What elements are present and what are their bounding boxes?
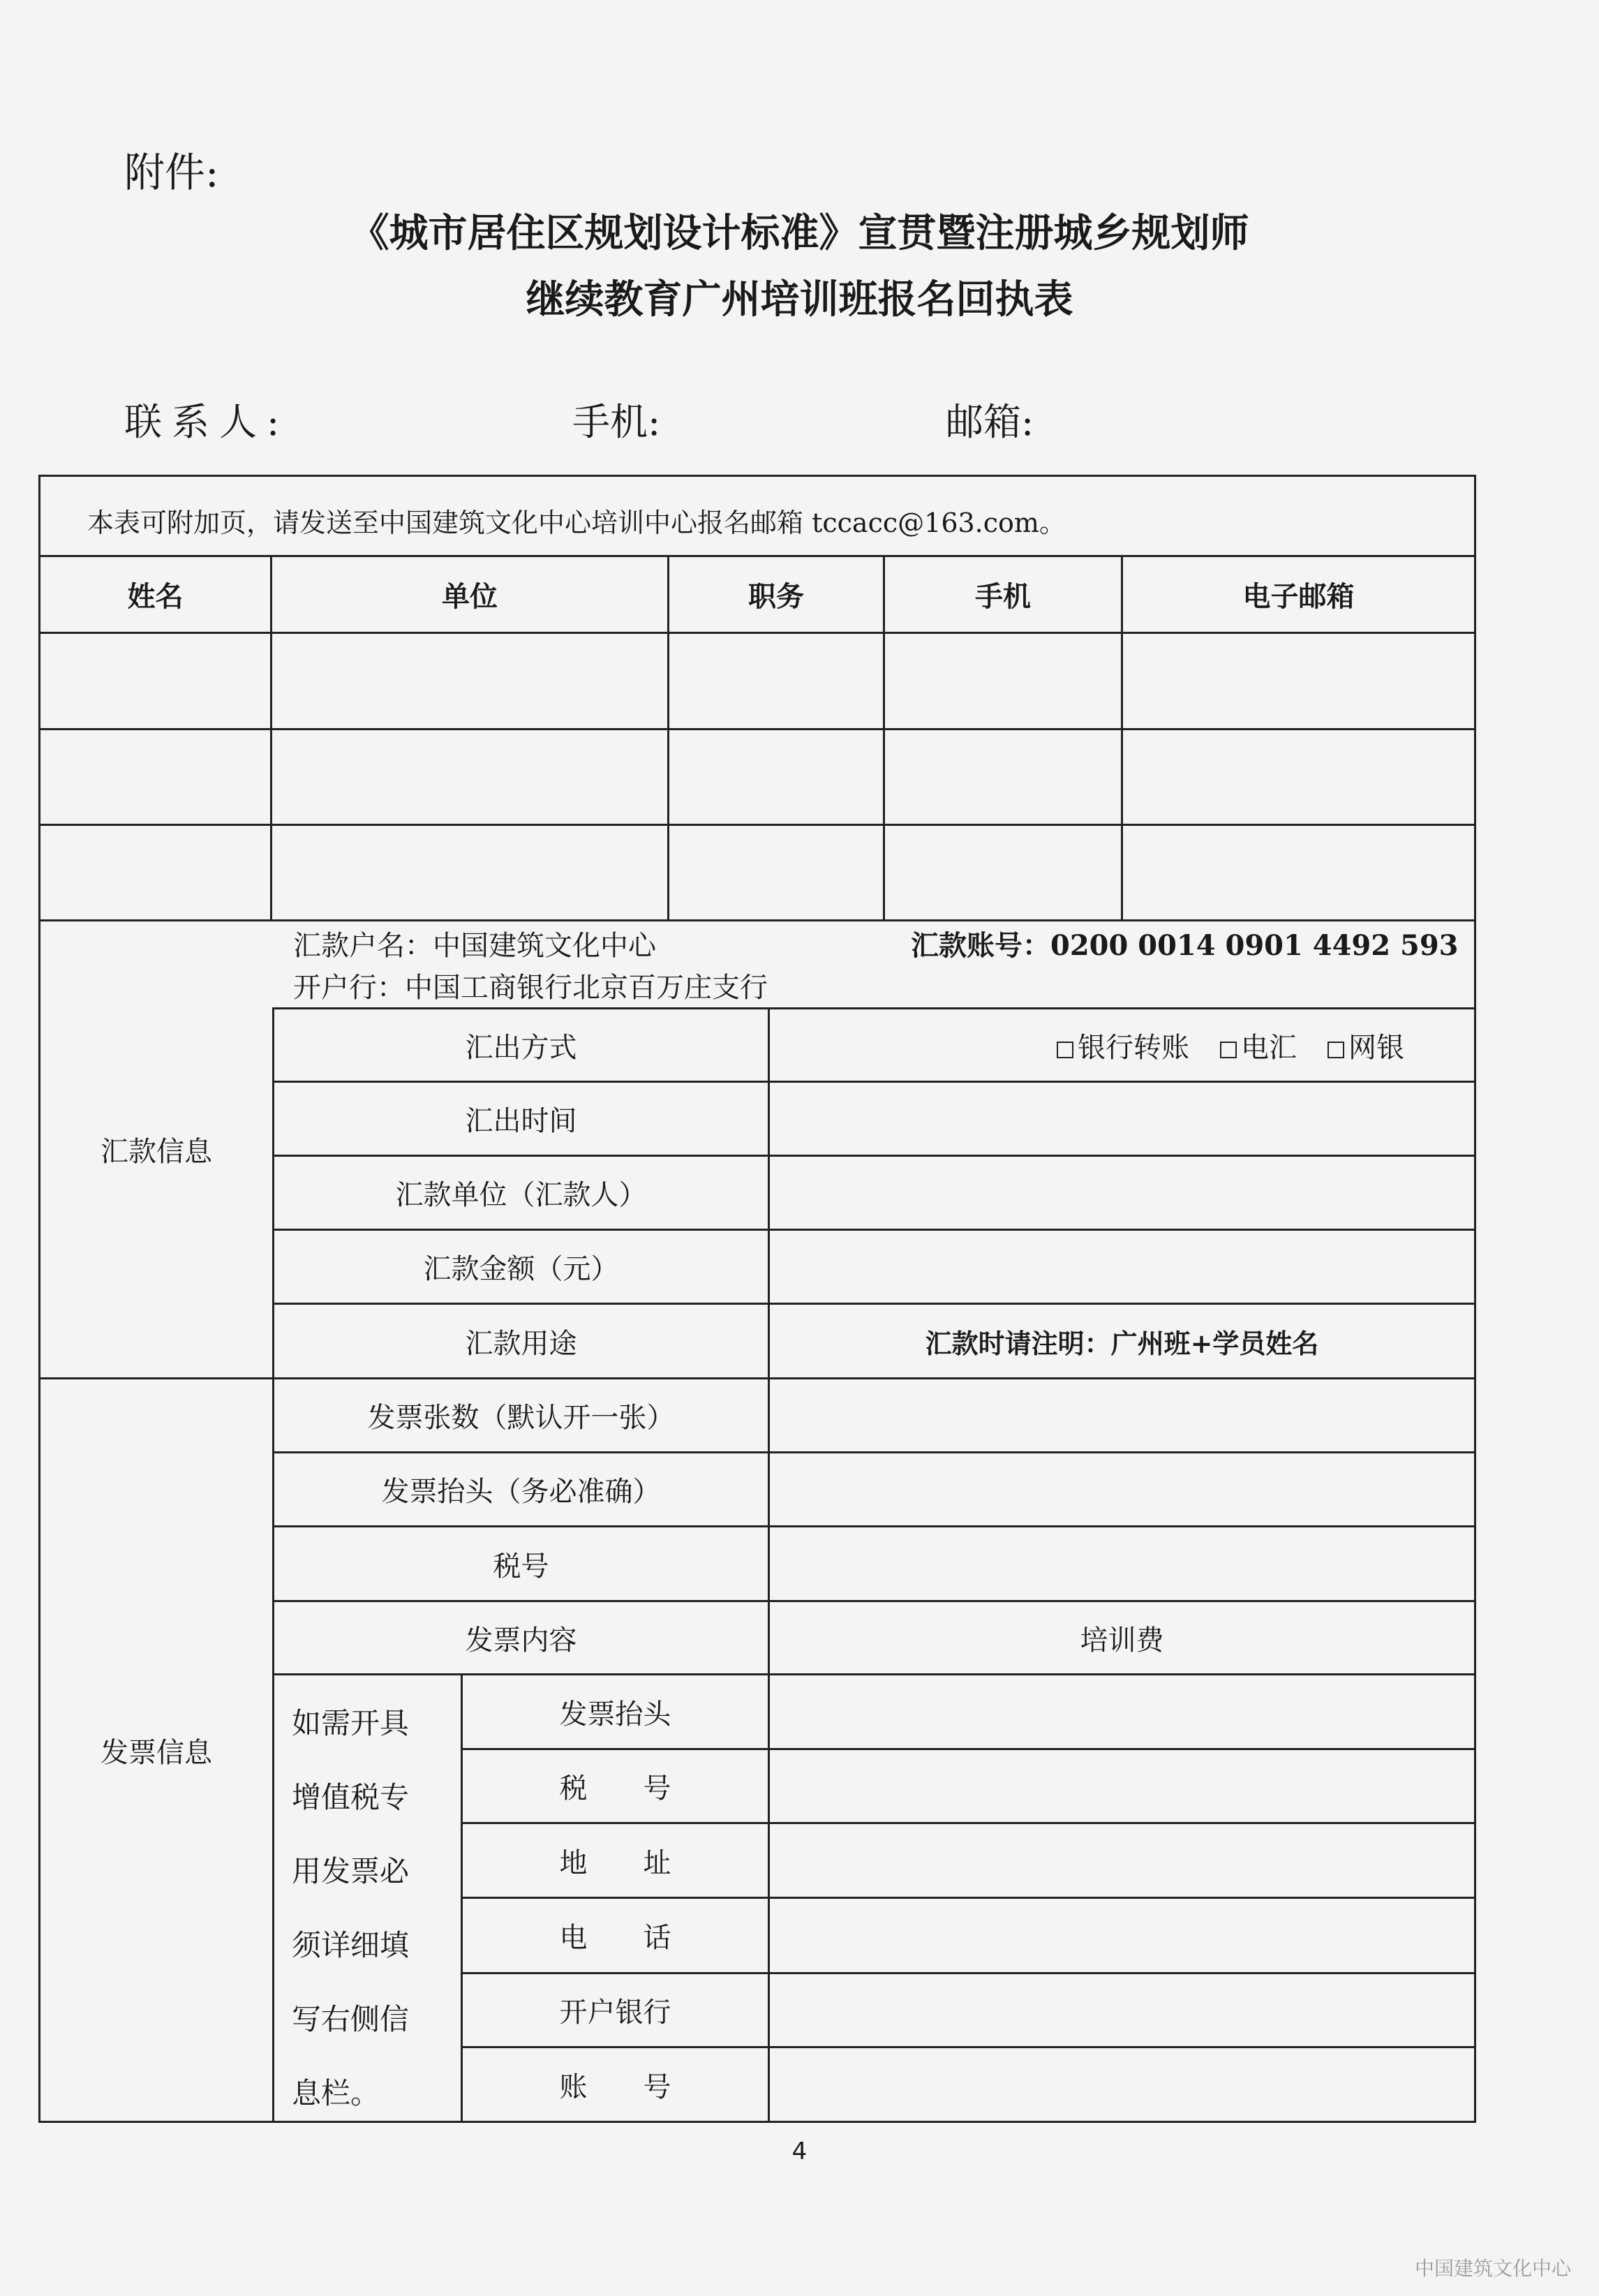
invoice-count-label: 发票张数（默认开一张） [367,1402,675,1434]
col-header-unit: 单位 [442,580,498,613]
option-transfer[interactable] [1057,1025,1189,1065]
col-header-position: 职务 [748,580,804,613]
border-top [38,475,1476,477]
row-line [272,1673,1476,1675]
option-wire[interactable] [1220,1025,1297,1065]
vat-note-line: 如需开具 [292,1706,410,1740]
payee-text: 汇款户名：中国建筑文化中心 [293,929,656,962]
page-number: 4 [791,2138,808,2165]
purpose-note: 汇款时请注明：广州班+学员姓名 [925,1327,1319,1359]
option-online[interactable] [1327,1025,1404,1065]
entry-name-3[interactable] [40,826,270,919]
notice-text: 本表可附加页，请发送至中国建筑文化中心培训中心报名邮箱 tccacc@163.com。 [87,507,1066,538]
method-label: 汇出方式 [465,1031,577,1064]
bank-text: 开户行：中国工商银行北京百万庄支行 [293,971,768,1004]
method-options [770,1009,1474,1081]
vat-field-tax: 税 号 [559,1772,671,1805]
entry-name-2[interactable] [40,730,270,824]
col-line [768,1007,770,2123]
invoice-content-value: 培训费 [1080,1624,1164,1657]
vat-note [292,1687,409,2131]
checkbox-icon[interactable] [1220,1042,1237,1058]
page-title-line1: 《城市居住区规划设计标准》宣贯暨注册城乡规划师 [350,210,1249,256]
invoice-tax-label: 税号 [493,1550,549,1583]
option-label: 银行转账 [1078,1031,1189,1064]
vat-field-account: 账 号 [559,2071,671,2103]
invoice-section-label: 发票信息 [101,1736,212,1769]
col-header-email: 电子邮箱 [1242,580,1355,613]
vat-field-address: 地 址 [559,1846,671,1879]
contact-email-label: 邮箱: [946,400,1034,444]
contact-phone-label: 手机: [572,400,661,444]
page-title-line2: 继续教育广州培训班报名回执表 [526,276,1073,323]
vat-note-line: 写右侧信 [292,2002,410,2036]
vat-note-line: 须详细填 [292,1928,410,1962]
col-header-phone: 手机 [975,580,1031,613]
vat-field-phone: 电 话 [559,1922,671,1954]
vat-note-line: 息栏。 [292,2076,380,2110]
attachment-label: 附件: [124,149,219,196]
remitter-label: 汇款单位（汇款人） [395,1179,647,1211]
checkbox-icon[interactable] [1057,1042,1073,1058]
checkbox-icon[interactable] [1327,1042,1344,1058]
remittance-section-label: 汇款信息 [101,1136,212,1168]
account-text: 汇款账号：0200 0014 0901 4492 593 [911,928,1459,962]
purpose-label: 汇款用途 [465,1327,577,1360]
vat-note-line: 增值税专 [292,1780,410,1814]
border-right [1474,475,1476,2123]
contact-person-label: 联系人: [124,400,290,444]
option-label: 网银 [1348,1031,1404,1064]
invoice-content-label: 发票内容 [465,1624,577,1657]
col-header-name: 姓名 [127,580,184,613]
amount-label: 汇款金额（元） [423,1253,619,1285]
entry-name-1[interactable] [40,634,270,728]
vat-field-header: 发票抬头 [559,1698,671,1731]
border-bottom [38,2121,1476,2123]
watermark: 中国建筑文化中心 [1414,2257,1571,2280]
vat-note-line: 用发票必 [292,1854,410,1888]
invoice-header-label: 发票抬头（务必准确） [381,1476,661,1508]
vat-field-bank: 开户银行 [559,1997,671,2029]
time-label: 汇出时间 [465,1105,577,1137]
option-label: 电汇 [1241,1031,1297,1064]
